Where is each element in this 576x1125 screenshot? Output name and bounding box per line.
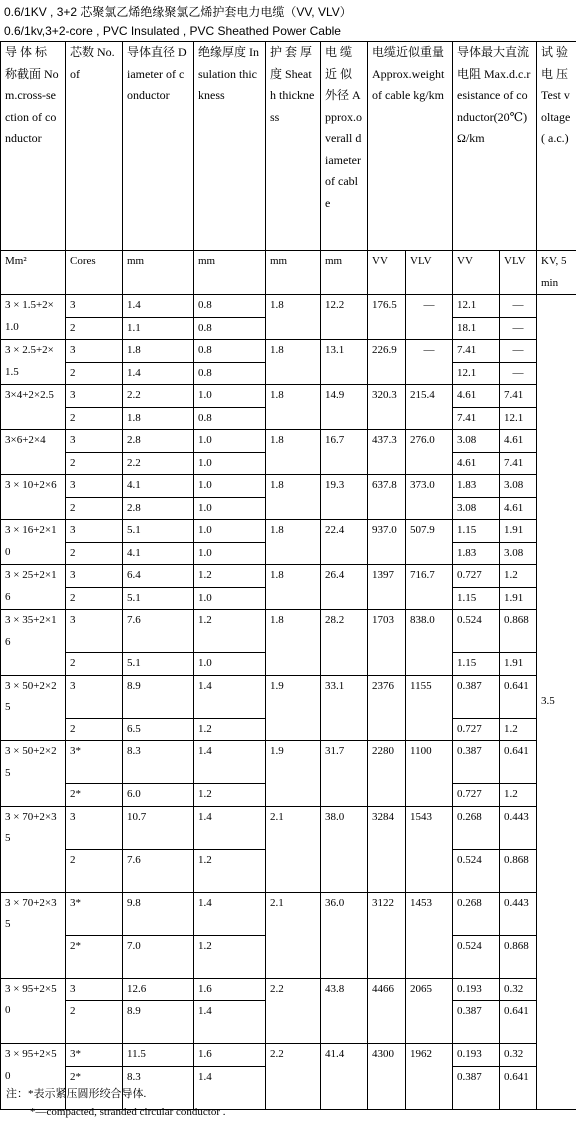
cell-res-vlv: —: [500, 340, 537, 363]
cell-cores: 3: [66, 340, 123, 363]
cell-res-vv: 0.524: [453, 935, 500, 978]
cell-sheath: 1.8: [266, 475, 321, 520]
cell-insulation: 1.4: [194, 741, 266, 784]
cell-insulation: 1.2: [194, 565, 266, 588]
cell-weight-vv: 1397: [368, 565, 406, 610]
cell-section: 3 × 95+2×50: [1, 1044, 66, 1110]
cell-diameter: 1.4: [123, 295, 194, 318]
cell-insulation: 1.0: [194, 475, 266, 498]
table-row: [1, 520, 576, 543]
cell-cores: 3: [66, 385, 123, 408]
cell-diameter: 7.6: [123, 849, 194, 892]
note-chinese: 注：*表示紧压圆形绞合导体.: [6, 1088, 147, 1100]
cell-res-vlv: 3.08: [500, 475, 537, 498]
cell-diameter: 4.1: [123, 542, 194, 565]
cell-cores: 3: [66, 675, 123, 718]
cell-diameter: 6.0: [123, 784, 194, 807]
cell-diameter: 2.8: [123, 430, 194, 453]
cell-res-vlv: 0.443: [500, 806, 537, 849]
cell-res-vlv: 1.91: [500, 653, 537, 676]
cell-cores: 2: [66, 407, 123, 430]
cell-insulation: 1.4: [194, 1066, 266, 1109]
cell-insulation: 1.4: [194, 806, 266, 849]
cell-weight-vv: 3122: [368, 892, 406, 978]
cell-res-vv: 7.41: [453, 340, 500, 363]
cell-overall-diameter: 38.0: [321, 806, 368, 892]
cell-res-vv: 0.387: [453, 1066, 500, 1109]
cell-cores: 2: [66, 497, 123, 520]
cell-diameter: 8.9: [123, 1001, 194, 1044]
cell-weight-vlv: 1453: [406, 892, 453, 978]
cell-sheath: 1.9: [266, 675, 321, 741]
cell-sheath: 2.1: [266, 806, 321, 892]
header-row: [1, 42, 576, 251]
cell-weight-vlv: 838.0: [406, 610, 453, 676]
cell-res-vlv: 1.91: [500, 520, 537, 543]
cell-cores: 2*: [66, 935, 123, 978]
cell-cores: 3*: [66, 741, 123, 784]
cell-insulation: 1.0: [194, 653, 266, 676]
unit-sheath: mm: [266, 251, 321, 295]
cell-insulation: 1.2: [194, 610, 266, 653]
cell-cores: 3: [66, 806, 123, 849]
cell-res-vlv: 0.443: [500, 892, 537, 935]
title-english: 0.6/1kv,3+2-core , PVC Insulated , PVC Sheathed Power Cable: [4, 24, 341, 38]
cell-insulation: 1.2: [194, 784, 266, 807]
unit-cores: Cores: [66, 251, 123, 295]
unit-diameter: mm: [123, 251, 194, 295]
cell-cores: 3: [66, 610, 123, 653]
cell-section: 3 × 70+2×35: [1, 806, 66, 892]
cell-res-vv: 4.61: [453, 385, 500, 408]
cell-res-vv: 0.727: [453, 718, 500, 741]
cell-res-vv: 0.387: [453, 675, 500, 718]
cell-res-vv: 18.1: [453, 317, 500, 340]
cell-weight-vv: 4466: [368, 978, 406, 1044]
cell-res-vlv: —: [500, 295, 537, 318]
cell-res-vlv: 12.1: [500, 407, 537, 430]
cell-res-vlv: 1.91: [500, 587, 537, 610]
cell-res-vv: 3.08: [453, 497, 500, 520]
title-chinese: 0.6/1KV , 3+2 芯聚氯乙烯绝缘聚氯乙烯护套电力电缆（VV, VLV）: [4, 5, 352, 19]
cell-res-vlv: —: [500, 362, 537, 385]
cell-overall-diameter: 14.9: [321, 385, 368, 430]
cell-weight-vlv: —: [406, 295, 453, 340]
cell-section: 3 × 2.5+2×1.5: [1, 340, 66, 385]
cell-res-vv: 1.15: [453, 653, 500, 676]
cell-weight-vv: 1703: [368, 610, 406, 676]
table-row: [1, 340, 576, 363]
cell-weight-vv: 320.3: [368, 385, 406, 430]
cell-section: 3 × 50+2×25: [1, 741, 66, 807]
cell-diameter: 2.2: [123, 452, 194, 475]
cell-diameter: 2.2: [123, 385, 194, 408]
cell-section: 3 × 25+2×16: [1, 565, 66, 610]
cell-weight-vv: 2280: [368, 741, 406, 807]
unit-res-vlv: VLV: [500, 251, 537, 295]
cell-insulation: 1.0: [194, 542, 266, 565]
cell-res-vv: 0.524: [453, 849, 500, 892]
cell-diameter: 5.1: [123, 520, 194, 543]
cell-res-vlv: 0.868: [500, 935, 537, 978]
cell-weight-vlv: —: [406, 340, 453, 385]
cell-res-vv: 0.193: [453, 978, 500, 1001]
cell-insulation: 1.0: [194, 587, 266, 610]
cell-overall-diameter: 12.2: [321, 295, 368, 340]
cell-insulation: 1.0: [194, 520, 266, 543]
cell-weight-vv: 2376: [368, 675, 406, 741]
table-row: [1, 806, 576, 849]
cell-res-vv: 0.524: [453, 610, 500, 653]
cell-sheath: 2.1: [266, 892, 321, 978]
cell-cores: 3*: [66, 1044, 123, 1067]
cell-cores: 3*: [66, 892, 123, 935]
cell-cores: 2: [66, 653, 123, 676]
cell-res-vlv: 3.08: [500, 542, 537, 565]
cell-diameter: 11.5: [123, 1044, 194, 1067]
cell-section: 3 × 1.5+2×1.0: [1, 295, 66, 340]
cell-insulation: 1.2: [194, 935, 266, 978]
cell-section: 3 × 35+2×16: [1, 610, 66, 676]
cell-overall-diameter: 22.4: [321, 520, 368, 565]
cell-cores: 3: [66, 565, 123, 588]
cell-res-vlv: 0.32: [500, 978, 537, 1001]
cell-overall-diameter: 19.3: [321, 475, 368, 520]
cell-weight-vlv: 1155: [406, 675, 453, 741]
cell-weight-vlv: 507.9: [406, 520, 453, 565]
unit-row: [1, 251, 576, 295]
cell-insulation: 0.8: [194, 362, 266, 385]
cell-insulation: 1.4: [194, 675, 266, 718]
cell-sheath: 2.2: [266, 1044, 321, 1110]
cell-res-vlv: 7.41: [500, 452, 537, 475]
cell-overall-diameter: 16.7: [321, 430, 368, 475]
cell-insulation: 1.4: [194, 892, 266, 935]
table-row: [1, 741, 576, 784]
cell-diameter: 4.1: [123, 475, 194, 498]
header-test-voltage: 试 验 电 压 Test voltage( a.c.): [537, 42, 576, 251]
cell-weight-vlv: 276.0: [406, 430, 453, 475]
cell-diameter: 1.4: [123, 362, 194, 385]
unit-weight-vlv: VLV: [406, 251, 453, 295]
table-row: [1, 430, 576, 453]
cell-cores: 3: [66, 520, 123, 543]
cell-diameter: 8.3: [123, 1066, 194, 1109]
unit-insulation: mm: [194, 251, 266, 295]
cell-insulation: 1.0: [194, 430, 266, 453]
cell-insulation: 0.8: [194, 317, 266, 340]
cell-diameter: 5.1: [123, 587, 194, 610]
cell-diameter: 6.5: [123, 718, 194, 741]
cell-cores: 2: [66, 542, 123, 565]
cell-diameter: 5.1: [123, 653, 194, 676]
cell-cores: 2*: [66, 784, 123, 807]
cell-res-vv: 7.41: [453, 407, 500, 430]
cell-weight-vv: 226.9: [368, 340, 406, 385]
cell-res-vv: 1.83: [453, 475, 500, 498]
cell-insulation: 1.0: [194, 385, 266, 408]
cell-res-vlv: 4.61: [500, 430, 537, 453]
cell-res-vlv: 1.2: [500, 718, 537, 741]
cell-res-vlv: 0.641: [500, 1001, 537, 1044]
cell-res-vv: 1.15: [453, 587, 500, 610]
cell-overall-diameter: 33.1: [321, 675, 368, 741]
cell-diameter: 12.6: [123, 978, 194, 1001]
cell-sheath: 1.8: [266, 295, 321, 340]
cell-cores: 3: [66, 978, 123, 1001]
cell-res-vv: 0.268: [453, 892, 500, 935]
cell-test-voltage: 3.5: [537, 295, 576, 1110]
cell-cores: 2: [66, 587, 123, 610]
cable-spec-table: [0, 41, 576, 1110]
cell-sheath: 1.8: [266, 430, 321, 475]
cell-cores: 2: [66, 849, 123, 892]
cell-weight-vv: 176.5: [368, 295, 406, 340]
cell-weight-vlv: 215.4: [406, 385, 453, 430]
cell-insulation: 1.6: [194, 1044, 266, 1067]
cell-cores: 3: [66, 475, 123, 498]
cell-weight-vv: 4300: [368, 1044, 406, 1110]
cell-weight-vlv: 716.7: [406, 565, 453, 610]
note-english: *—compacted, stranded circular conductor .: [30, 1106, 226, 1118]
cell-diameter: 6.4: [123, 565, 194, 588]
cell-overall-diameter: 41.4: [321, 1044, 368, 1110]
cell-section: 3 × 16+2×10: [1, 520, 66, 565]
cell-res-vv: 0.268: [453, 806, 500, 849]
cell-section: 3 × 10+2×6: [1, 475, 66, 520]
cell-res-vv: 1.83: [453, 542, 500, 565]
cell-diameter: 7.0: [123, 935, 194, 978]
cell-res-vv: 0.387: [453, 741, 500, 784]
header-section: 导 体 标 称截面 Nom.cross-section of conductor: [1, 42, 66, 251]
cell-insulation: 1.0: [194, 452, 266, 475]
cell-weight-vlv: 2065: [406, 978, 453, 1044]
cell-weight-vlv: 373.0: [406, 475, 453, 520]
table-row: [1, 1044, 576, 1067]
table-body: [1, 42, 576, 1110]
cell-res-vlv: 1.2: [500, 784, 537, 807]
cell-overall-diameter: 43.8: [321, 978, 368, 1044]
cell-diameter: 8.9: [123, 675, 194, 718]
cell-res-vlv: 1.2: [500, 565, 537, 588]
cell-sheath: 1.8: [266, 340, 321, 385]
table-row: [1, 978, 576, 1001]
cell-overall-diameter: 28.2: [321, 610, 368, 676]
cell-res-vlv: 0.32: [500, 1044, 537, 1067]
cell-res-vlv: 0.641: [500, 741, 537, 784]
cell-res-vv: 4.61: [453, 452, 500, 475]
table-row: [1, 892, 576, 935]
cell-cores: 3: [66, 430, 123, 453]
cell-weight-vlv: 1100: [406, 741, 453, 807]
cell-res-vlv: 7.41: [500, 385, 537, 408]
cell-res-vlv: 0.868: [500, 849, 537, 892]
cell-section: 3 × 95+2×50: [1, 978, 66, 1044]
cell-sheath: 1.8: [266, 385, 321, 430]
unit-section: Mm²: [1, 251, 66, 295]
header-sheath: 护 套 厚度 Sheath thickness: [266, 42, 321, 251]
cell-cores: 2: [66, 718, 123, 741]
cell-res-vlv: 0.641: [500, 1066, 537, 1109]
cell-insulation: 1.2: [194, 718, 266, 741]
cell-res-vv: 0.727: [453, 784, 500, 807]
cell-insulation: 1.4: [194, 1001, 266, 1044]
cell-weight-vlv: 1962: [406, 1044, 453, 1110]
cell-res-vv: 12.1: [453, 295, 500, 318]
cell-cores: 2*: [66, 1066, 123, 1109]
table-row: [1, 565, 576, 588]
cell-cores: 2: [66, 317, 123, 340]
cell-insulation: 1.0: [194, 497, 266, 520]
table-row: [1, 675, 576, 718]
header-diameter: 导体直径 Diameter of conductor: [123, 42, 194, 251]
cell-res-vlv: 0.868: [500, 610, 537, 653]
table-row: [1, 610, 576, 653]
cell-diameter: 7.6: [123, 610, 194, 653]
header-resistance: 导体最大直流电阻 Max.d.c.resistance of conductor(20℃) Ω/km: [453, 42, 537, 251]
cell-sheath: 1.8: [266, 520, 321, 565]
cell-sheath: 1.8: [266, 565, 321, 610]
cell-diameter: 8.3: [123, 741, 194, 784]
unit-weight-vv: VV: [368, 251, 406, 295]
header-weight: 电缆近似重量 Approx.weight of cable kg/km: [368, 42, 453, 251]
cell-res-vv: 0.387: [453, 1001, 500, 1044]
cell-section: 3 × 50+2×25: [1, 675, 66, 741]
cell-diameter: 1.8: [123, 407, 194, 430]
cell-weight-vlv: 1543: [406, 806, 453, 892]
cell-weight-vv: 3284: [368, 806, 406, 892]
cell-weight-vv: 437.3: [368, 430, 406, 475]
cell-weight-vv: 637.8: [368, 475, 406, 520]
cell-insulation: 0.8: [194, 340, 266, 363]
cell-insulation: 1.2: [194, 849, 266, 892]
cell-res-vv: 3.08: [453, 430, 500, 453]
header-overall-diameter: 电 缆 近 似 外径 Approx.overall diameter of cable: [321, 42, 368, 251]
cell-sheath: 1.8: [266, 610, 321, 676]
cell-diameter: 1.8: [123, 340, 194, 363]
cell-section: 3×4+2×2.5: [1, 385, 66, 430]
header-insulation: 绝缘厚度 Insulation thickness: [194, 42, 266, 251]
cell-sheath: 1.9: [266, 741, 321, 807]
cell-section: 3×6+2×4: [1, 430, 66, 475]
cell-res-vlv: —: [500, 317, 537, 340]
table-row: [1, 295, 576, 318]
cell-weight-vv: 937.0: [368, 520, 406, 565]
cell-diameter: 1.1: [123, 317, 194, 340]
cell-insulation: 1.6: [194, 978, 266, 1001]
cell-res-vv: 12.1: [453, 362, 500, 385]
cell-diameter: 9.8: [123, 892, 194, 935]
cell-overall-diameter: 31.7: [321, 741, 368, 807]
cell-res-vlv: 0.641: [500, 675, 537, 718]
cell-overall-diameter: 36.0: [321, 892, 368, 978]
cell-cores: 2: [66, 362, 123, 385]
cell-res-vv: 1.15: [453, 520, 500, 543]
cell-section: 3 × 70+2×35: [1, 892, 66, 978]
unit-overall: mm: [321, 251, 368, 295]
cell-overall-diameter: 13.1: [321, 340, 368, 385]
cell-res-vv: 0.193: [453, 1044, 500, 1067]
cell-res-vv: 0.727: [453, 565, 500, 588]
header-cores: 芯数 No.of: [66, 42, 123, 251]
cell-overall-diameter: 26.4: [321, 565, 368, 610]
cell-sheath: 2.2: [266, 978, 321, 1044]
table-row: [1, 385, 576, 408]
cell-diameter: 10.7: [123, 806, 194, 849]
unit-voltage: KV, 5min: [537, 251, 576, 295]
unit-res-vv: VV: [453, 251, 500, 295]
cell-res-vlv: 4.61: [500, 497, 537, 520]
cell-diameter: 2.8: [123, 497, 194, 520]
cell-insulation: 0.8: [194, 407, 266, 430]
cell-cores: 2: [66, 1001, 123, 1044]
cell-cores: 2: [66, 452, 123, 475]
cell-insulation: 0.8: [194, 295, 266, 318]
table-row: [1, 475, 576, 498]
cell-cores: 3: [66, 295, 123, 318]
